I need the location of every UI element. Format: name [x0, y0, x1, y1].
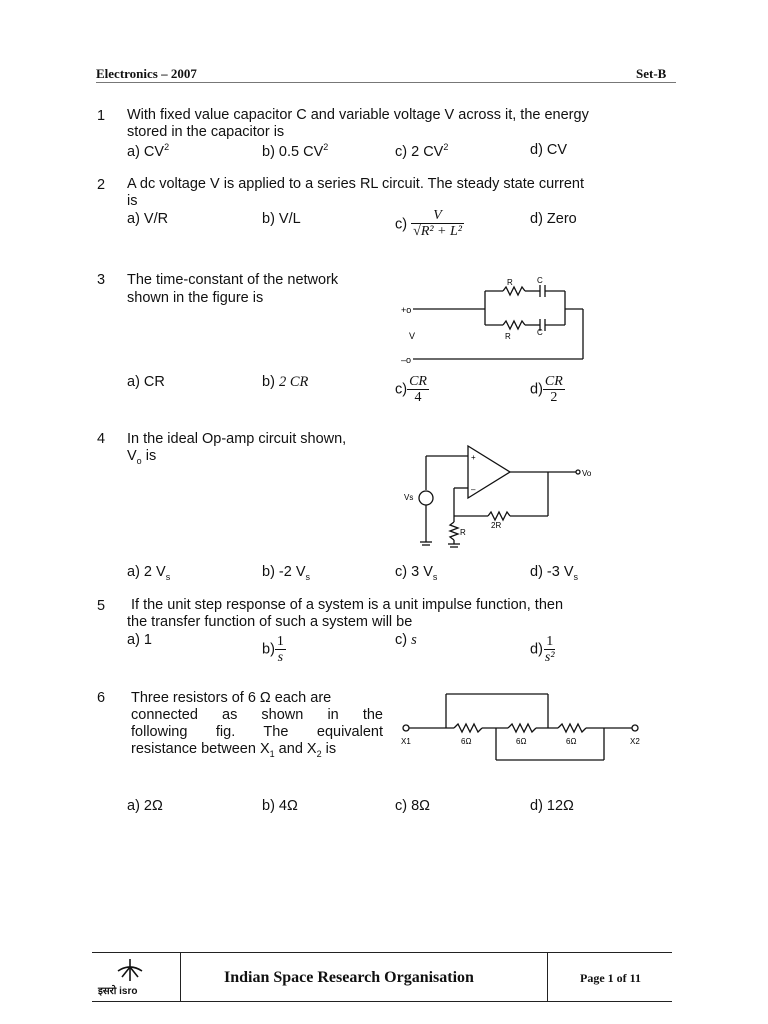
capacitor-label: C	[537, 276, 543, 285]
exam-subject: Electronics – 2007	[96, 66, 197, 81]
plus-terminal: +o	[401, 305, 412, 315]
option-a[interactable]: a) 2Ω	[127, 798, 163, 814]
option-b[interactable]: b) 2 CR	[262, 374, 309, 390]
org-name: Indian Space Research Organisation	[224, 969, 474, 986]
resistor-label: 6Ω	[461, 737, 472, 746]
question-number: 3	[97, 272, 106, 288]
question-number: 2	[97, 177, 106, 193]
question-number: 4	[97, 431, 106, 447]
option-c[interactable]: c) 2 $CV^2$	[395, 142, 449, 160]
question-number: 1	[97, 108, 106, 124]
page-number: Page 1 of 11	[580, 971, 641, 985]
option-d[interactable]: d) $\frac{1}{\text{s²}}$	[530, 634, 555, 665]
output-label: Vo	[582, 469, 592, 478]
option-a[interactable]: a) 2 $V_s$	[127, 564, 171, 582]
resistor-label: R	[505, 332, 511, 341]
option-c[interactable]: c) 3 $V_s$	[395, 564, 438, 582]
question-text: the transfer function of such a system will be	[127, 614, 413, 630]
terminal-label: X2	[630, 737, 640, 746]
header-rule	[96, 82, 676, 83]
terminal-label: X1	[401, 737, 411, 746]
resistor-label: 6Ω	[566, 737, 577, 746]
resistor-label: 6Ω	[516, 737, 527, 746]
option-b[interactable]: b) 4Ω	[262, 798, 298, 814]
resistor-label: R	[507, 278, 513, 287]
opamp-figure	[398, 442, 598, 557]
option-c[interactable]: c) $\frac{CR}{4}$	[395, 374, 427, 405]
option-b[interactable]: b) 0.5 $CV^2$	[262, 142, 329, 160]
option-d[interactable]: d) -3 $V_s$	[530, 564, 579, 582]
footer	[92, 952, 672, 1002]
exam-set: Set-B	[636, 66, 667, 81]
question-number: 5	[97, 598, 106, 614]
question-text: connected as shown in the	[131, 707, 383, 723]
option-a[interactable]: a) V/R	[127, 211, 169, 227]
question-text: is	[127, 193, 138, 209]
question-text: $V_o$ is	[127, 448, 157, 466]
plus-symbol: +	[471, 453, 476, 462]
source-label: Vs	[404, 493, 414, 502]
question-number: 6	[97, 690, 106, 706]
option-a[interactable]: a) $CV^2$	[127, 142, 170, 160]
minus-terminal: –o	[401, 355, 412, 365]
question-text: following fig. The equivalent	[131, 724, 383, 740]
option-d[interactable]: d) 12Ω	[530, 798, 574, 814]
question-text: stored in the capacitor is	[127, 124, 285, 140]
question-text: The time-constant of the network	[127, 272, 339, 288]
option-d[interactable]: d) CV	[530, 142, 568, 158]
option-b[interactable]: b) V/L	[262, 211, 301, 227]
option-d[interactable]: d) Zero	[530, 211, 577, 227]
question-text: resistance between $X_1$ and $X_2$ is	[131, 741, 337, 759]
question-text: If the unit step response of a system is a unit impulse function, then	[131, 597, 564, 613]
capacitor-label: C	[537, 328, 543, 337]
isro-logo-icon	[110, 957, 150, 983]
resistor-label: R	[460, 528, 466, 537]
isro-logo-text: इसरो isro	[98, 986, 138, 997]
question-text: With fixed value capacitor C and variable voltage V across it, the energy	[127, 107, 589, 123]
minus-symbol: –	[471, 485, 476, 494]
voltage-label: V	[409, 331, 416, 341]
question-text: A dc voltage V is applied to a series RL circuit. The steady state current	[127, 176, 584, 192]
resistor-label: 2R	[491, 521, 502, 530]
option-b[interactable]: b) -2 $V_s$	[262, 564, 311, 582]
rc-network-figure	[395, 275, 595, 370]
option-d[interactable]: d) $\frac{CR}{2}$	[530, 374, 563, 405]
option-b[interactable]: b) $\frac{1}{s}$	[262, 634, 284, 665]
option-a[interactable]: a) 1	[127, 632, 152, 648]
option-a[interactable]: a) CR	[127, 374, 165, 390]
question-text: shown in the figure is	[127, 290, 264, 306]
question-text: Three resistors of 6 Ω each are	[131, 690, 332, 706]
option-c[interactable]: c) $\frac{V}{\text{√R² + L²}}$	[395, 208, 462, 239]
resistor-network-figure	[398, 688, 648, 768]
option-c[interactable]: c) s	[395, 632, 417, 648]
question-text: In the ideal Op-amp circuit shown,	[127, 431, 347, 447]
option-c[interactable]: c) 8Ω	[395, 798, 431, 814]
